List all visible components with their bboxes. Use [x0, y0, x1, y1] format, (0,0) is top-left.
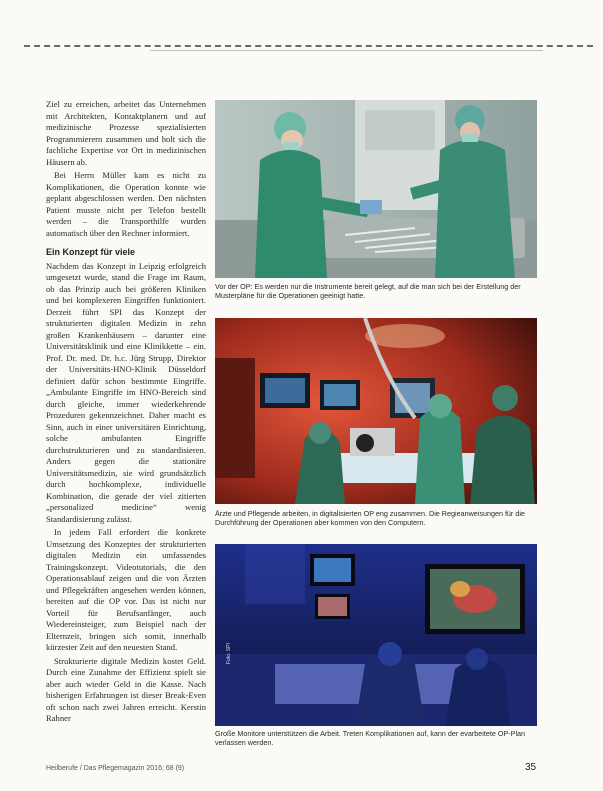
- photo-or-preparation: [215, 100, 537, 278]
- body-paragraph-3: Nachdem das Konzept in Leipzig erfolgreich umgesetzt wurde, stand die Frage im Raum, ob das Prinzip auch bei größeren Kliniken und bei komplexeren Eingriffen funktioniert. Derzeit führt SPI das Konzept der strukturierten digitalen Medizin in zehn großen Krankenhäusern – darunter eine Universitätsklinik und eine Klinikkette – ein. Prof. Dr. med. Dr. h.c. Jürg Strupp, Direktor der Universitäts-HNO-Klinik Düsseldorf definiert dafür schon bestimmte Eingriffe. „Ambulante Eingriffe im HNO-Bereich sind durch gleiche, immer wiederkehrende Prozeduren gekennzeichnet. Daher macht es Sinn, auch in einer universitären Einrichtung, solche ambulanten Eingriffe durchstrukturieren und zu standardisieren. Anders gegen die stationäre Universitätsmedizin, sie wird grundsätzlich durch hochkomplexe, individuelle Kombination, die gerade der viel zitierten „personalized medicine“ wenig Standardisierung zulässt.: [46, 260, 206, 524]
- body-paragraph-4: In jedem Fall erfordert die konkrete Umsetzung des Konzeptes der strukturierten digitalen Medizin ein umfassendes Trainingskonzept. Videotutorials, die den Operationsablauf zeigen und die von Ärzten und Pflegekräften angesehen werden können, bereiten auf die OP vor. Das ist nicht nur Vorteil für Berufsanfänger, auch Wiedereinsteiger, zum Beispiel nach der Elternzeit, bringen sich somit, innerhalb kürzester Zeit auf den neuesten Stand.: [46, 527, 206, 652]
- body-paragraph-5: Strukturierte digitale Medizin kostet Geld. Durch eine Zunahme der Effizienz spielt sie aber auch wieder Geld in die Kasse. Nach bisherigen Erfahrungen ist dieser Break-Even oft schon nach zwei Jahren erreicht. Kerstin Rahner: [46, 655, 206, 723]
- header-rule: [24, 45, 593, 47]
- page-number: 35: [525, 762, 537, 773]
- body-paragraph-2: Bei Herrn Müller kam es nicht zu Komplikationen, die Operation konnte wie geplant abgeschlossen werden. Den nächsten Patient musste nicht per Telefon bestellt werden – die Transporthilfe wurden automatisch über den Rechner informiert.: [46, 170, 206, 238]
- photo-caption-2: Ärzte und Pflegende arbeiten, in digitalisierten OP eng zusammen. Die Regieanweisungen für die Durchführung der Operationen aber kommen von den Computern.: [215, 509, 525, 527]
- photo-credit: Foto: SPI: [226, 643, 232, 664]
- footer-journal: Heilberufe / Das Pflegemagazin 2016; 68 (9): [46, 765, 185, 772]
- photo-caption-1: Vor der OP: Es werden nur die Instrumente bereit gelegt, auf die man sich bei der Erstellung der Musterpläne für die Operationen geeinigt hatte.: [215, 282, 521, 300]
- photo-monitors-or: [215, 544, 537, 726]
- header-rule-secondary: [150, 50, 543, 51]
- section-heading: Ein Konzept für viele: [46, 247, 136, 257]
- body-column: [46, 99, 206, 727]
- photo-caption-3: Große Monitore unterstützen die Arbeit. Treten Komplikationen auf, kann der evarbeitete OP-Plan verlassen werden.: [215, 729, 526, 747]
- body-paragraph-1: Ziel zu erreichen, arbeitet das Unternehmen mit Architekten, Kontaktplanern und auf medizinische Prozesse spezialisierten Programmierern zusammen und holt sich die fachliche Expertise vor Ort in medizinischen Häusern ab.: [46, 99, 206, 167]
- photo-digital-or-team: [215, 318, 537, 504]
